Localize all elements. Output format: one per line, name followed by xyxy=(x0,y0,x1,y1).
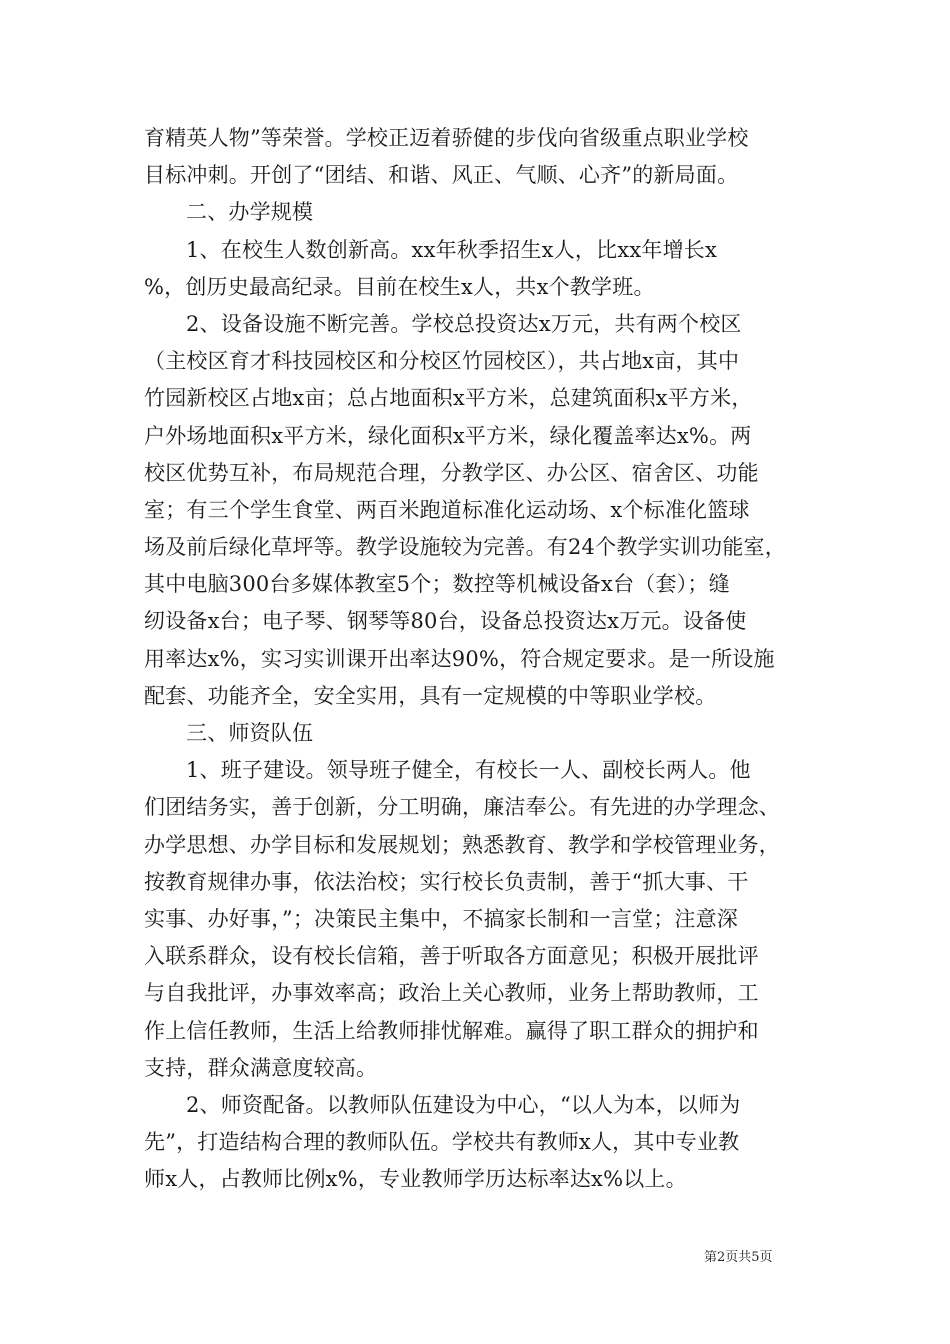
section-heading: 三、师资队伍 xyxy=(186,721,314,745)
text-line: 入联系群众，设有校长信箱，善于听取各方面意见；积极开展批评 xyxy=(144,944,759,969)
text-line: 作上信任教师，生活上给教师排忧解难。赢得了职工群众的拥护和 xyxy=(144,1018,759,1043)
text-line: 与自我批评，办事效率高；政治上关心教师，业务上帮助教师，工 xyxy=(144,981,759,1006)
page-number: 第2页共5页 xyxy=(704,1250,773,1265)
text-line: 育精英人物”等荣誉。学校正迈着骄健的步伐向省级重点职业学校 xyxy=(144,126,749,150)
text-line: 其中电脑300台多媒体教室5个；数控等机械设备x台（套）；缝 xyxy=(144,572,730,597)
text-line: 校区优势互补，布局规范合理，分教学区、办公区、宿舍区、功能 xyxy=(144,460,759,485)
text-line: 竹园新校区占地x亩；总占地面积x平方米，总建筑面积x平方米， xyxy=(144,386,753,411)
paragraph-start: 2、设备设施不断完善。学校总投资达x万元，共有两个校区 xyxy=(186,311,742,336)
text-line: （主校区育才科技园校区和分校区竹园校区），共占地x亩，其中 xyxy=(144,349,740,374)
text-line: 实事、办好事，”；决策民主集中，不搞家长制和一言堂；注意深 xyxy=(144,906,739,931)
section-heading: 二、办学规模 xyxy=(186,200,314,225)
text-line: 们团结务实，善于创新，分工明确，廉洁奉公。有先进的办学理念、 xyxy=(144,795,780,820)
paragraph-start: 2、师资配备。以教师队伍建设为中心，“以人为本，以师为 xyxy=(186,1092,741,1117)
text-line: 纫设备x台；电子琴、钢琴等80台，设备总投资达x万元。设备使 xyxy=(144,609,747,634)
text-line: 用率达x%，实习实训课开出率达90%，符合规定要求。是一所设施 xyxy=(144,646,775,671)
text-line: 配套、功能齐全，安全实用，具有一定规模的中等职业学校。 xyxy=(144,683,717,708)
text-line: 户外场地面积x平方米，绿化面积x平方米，绿化覆盖率达x%。两 xyxy=(144,423,752,448)
text-line: 室；有三个学生食堂、两百米跑道标准化运动场、x个标准化篮球 xyxy=(144,497,750,522)
text-line: 先”，打造结构合理的教师队伍。学校共有教师x人，其中专业教 xyxy=(144,1130,740,1155)
text-line: 办学思想、办学目标和发展规划；熟悉教育、教学和学校管理业务， xyxy=(144,832,780,857)
document-body xyxy=(144,120,812,1198)
text-line: 目标冲刺。开创了“团结、和谐、风正、气顺、心齐”的新局面。 xyxy=(144,163,739,188)
text-line: %，创历史最高纪录。目前在校生x人，共x个教学班。 xyxy=(144,274,655,299)
paragraph-start: 1、在校生人数创新高。xx年秋季招生x人，比xx年增长x xyxy=(186,237,718,262)
text-line: 支持，群众满意度较高。 xyxy=(144,1055,378,1080)
text-line: 场及前后绿化草坪等。教学设施较为完善。有24个教学实训功能室， xyxy=(144,535,786,560)
text-line: 按教育规律办事，依法治校；实行校长负责制，善于“抓大事、干 xyxy=(144,869,749,894)
text-line: 师x人，占教师比例x%，专业教师学历达标率达x%以上。 xyxy=(144,1167,687,1192)
paragraph-start: 1、班子建设。领导班子健全，有校长一人、副校长两人。他 xyxy=(186,758,751,783)
